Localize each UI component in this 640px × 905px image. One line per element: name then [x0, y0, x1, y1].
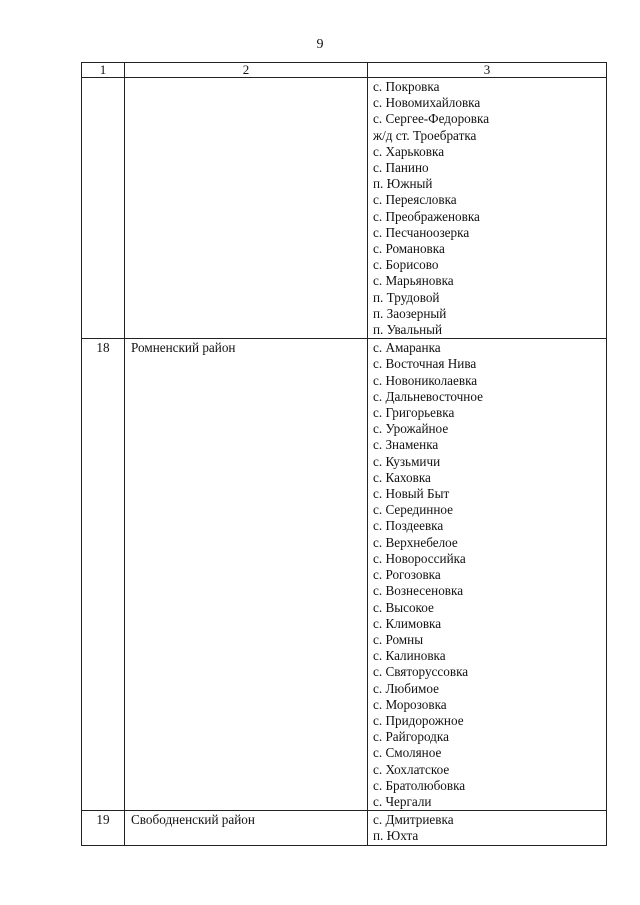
locality-item: с. Вознесеновка [373, 583, 464, 599]
district-name: Свободненский район [131, 812, 255, 828]
column-header-2: 2 [125, 63, 368, 78]
locality-item: с. Хохлатское [373, 761, 450, 777]
table-header-row [82, 63, 607, 78]
locality-item: с. Песчаноозерка [373, 224, 470, 240]
locality-item: с. Марьяновка [373, 273, 454, 289]
locality-item: с. Переясловка [373, 192, 457, 208]
row-number-cell [82, 339, 125, 811]
locality-item: с. Новороссийка [373, 550, 466, 566]
locality-item: с. Харьковка [373, 143, 445, 159]
locality-item: с. Новониколаевка [373, 372, 478, 388]
locality-item: с. Панино [373, 160, 429, 176]
locality-item: с. Калиновка [373, 648, 446, 664]
locality-item: с. Верхнебелое [373, 534, 458, 550]
table-row [82, 78, 607, 339]
locality-list [373, 78, 606, 338]
locality-item: с. Восточная Нива [373, 356, 477, 372]
row-number-cell [82, 78, 125, 339]
district-name [131, 78, 367, 79]
locality-list [373, 811, 606, 844]
locality-item: с. Рогозовка [373, 567, 441, 583]
district-name: Ромненский район [131, 340, 236, 356]
locality-item: с. Ромны [373, 631, 424, 647]
locality-item: с. Борисово [373, 257, 439, 273]
locality-item: с. Кузьмичи [373, 453, 441, 469]
locality-item: п. Заозерный [373, 305, 447, 321]
row-number [82, 78, 124, 79]
locality-item: с. Знаменка [373, 437, 439, 453]
locality-item: п. Южный [373, 176, 433, 192]
localities-cell [368, 339, 607, 811]
locality-item: п. Увальный [373, 322, 443, 338]
locality-item: с. Климовка [373, 615, 442, 631]
locality-item: с. Каховка [373, 469, 431, 485]
column-header-3: 3 [368, 63, 607, 78]
locality-item: с. Амаранка [373, 340, 441, 356]
locality-item: с. Преображеновка [373, 208, 480, 224]
locality-item: с. Новый Быт [373, 486, 450, 502]
table-row [82, 339, 607, 811]
column-header-1: 1 [82, 63, 125, 78]
districts-table [81, 62, 607, 846]
district-cell [125, 811, 368, 845]
locality-item: с. Морозовка [373, 696, 447, 712]
localities-cell [368, 811, 607, 845]
locality-item: с. Григорьевка [373, 405, 455, 421]
locality-item: с. Поздеевка [373, 518, 444, 534]
page-number: 9 [316, 37, 324, 52]
row-number: 19 [96, 812, 110, 828]
locality-item: с. Покровка [373, 79, 440, 94]
locality-item: с. Новомихайловка [373, 95, 481, 111]
locality-item: с. Урожайное [373, 421, 449, 437]
locality-item: с. Дмитриевка [373, 812, 454, 828]
table-row [82, 811, 607, 845]
locality-item: с. Святоруссовка [373, 664, 469, 680]
locality-item: ж/д ст. Троебратка [373, 127, 477, 143]
row-number-cell [82, 811, 125, 845]
locality-item: с. Любимое [373, 680, 439, 696]
locality-item: с. Смоляное [373, 745, 442, 761]
locality-item: п. Юхта [373, 828, 419, 844]
locality-item: п. Трудовой [373, 289, 440, 305]
locality-item: с. Райгородка [373, 729, 449, 745]
locality-item: с. Серединное [373, 502, 454, 518]
locality-item: с. Сергее-Федоровка [373, 111, 490, 127]
localities-cell [368, 78, 607, 339]
row-number: 18 [96, 340, 110, 356]
district-cell [125, 78, 368, 339]
locality-item: с. Чергали [373, 793, 432, 809]
district-cell [125, 339, 368, 811]
locality-item: с. Придорожное [373, 712, 464, 728]
locality-item: с. Братолюбовка [373, 777, 466, 793]
locality-item: с. Высокое [373, 599, 434, 615]
locality-item: с. Дальневосточное [373, 388, 483, 404]
locality-item: с. Романовка [373, 241, 445, 257]
locality-list [373, 339, 606, 810]
